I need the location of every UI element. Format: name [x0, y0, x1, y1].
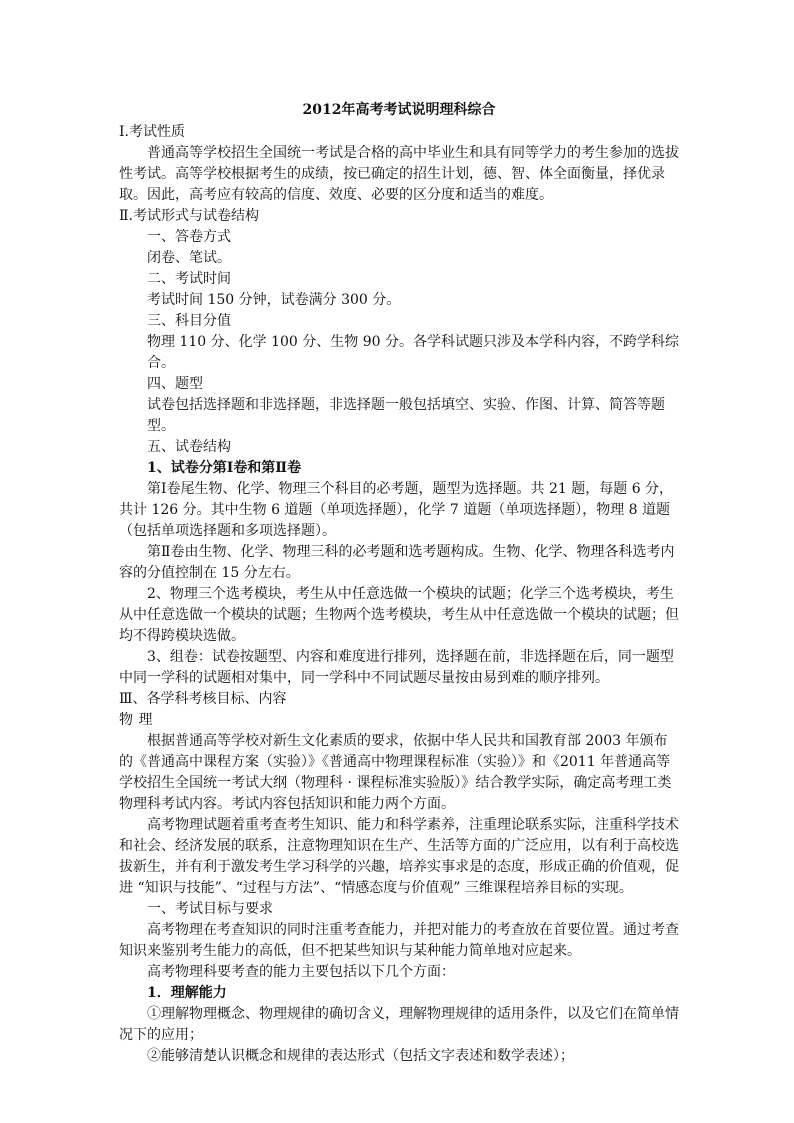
list-item: ②能够清楚认识概念和规律的表达形式（包括文字表述和数学表述）； [147, 1048, 574, 1064]
document-title: 2012年高考考试说明理科综合 [302, 102, 496, 118]
numbered-item: 2、物理三个选考模块，考生从中任意选做一个模块的试题；化学三个选考模块，考生从中任意选做一个模块的试题；生物两个选考模块，考生从中任意选做一个模块的试题；但均不得跨模块选做。 [119, 586, 679, 644]
paragraph: 高考物理在考查知识的同时注重考查能力，并把对能力的考查放在首要位置。通过考查知识来鉴别考生能力的高低，但不把某些知识与某种能力简单地对应起来。 [119, 922, 679, 959]
paragraph: 第Ⅰ卷尾生物、化学、物理三个科目的必考题，题型为选择题。共 21 题，每题 6 分，共计 126 分。其中生物 6 道题（单项选择题），化学 7 道题（单项选择题），物理 8 道题（包括单项选择题和多项选择题）。 [119, 481, 674, 539]
section-heading: Ⅰ.考试性质 [119, 124, 185, 140]
document-body [119, 100, 679, 1067]
paragraph: 根据普通高等学校对新生文化素质的要求，依据中华人民共和国教育部 2003 年颁布的《普通高中课程方案（实验）》《普通高中物理课程标准（实验）》和《2011 年普通高等学校招生全国统一考试大纲（物理科 · 课程标准实验版）》结合教学实际，确定高考理工类物理科考试内容。考试内容包括知识和能力两个方面。 [119, 733, 672, 812]
numbered-item: 3、组卷：试卷按题型、内容和难度进行排列，选择题在前，非选择题在后，同一题型中同一学科的试题相对集中，同一学科中不同试题尽量按由易到难的顺序排列。 [119, 649, 674, 686]
subheading: 一、考试目标与要求 [147, 901, 273, 917]
subheading: 一、答卷方式 [147, 229, 231, 245]
paragraph: 普通高等学校招生全国统一考试是合格的高中毕业生和具有同等学力的考生参加的选拔性考试。高等学校根据考生的成绩，按已确定的招生计划，德、智、体全面衡量，择优录取。因此，高考应有较高的信度、效度、必要的区分度和适当的难度。 [119, 145, 679, 203]
list-item: ①理解物理概念、物理规律的确切含义，理解物理规律的适用条件，以及它们在简单情况下的应用； [119, 1006, 679, 1043]
subheading: 二、考试时间 [147, 271, 231, 287]
numbered-item: 1．理解能力 [147, 985, 227, 1001]
subject-heading: 物 理 [119, 712, 153, 728]
paragraph: 物理 110 分、化学 100 分、生物 90 分。各学科试题只涉及本学科内容，不跨学科综合。 [147, 334, 679, 371]
paragraph: 第Ⅱ卷由生物、化学、物理三科的必考题和选考题构成。生物、化学、物理各科选考内容的分值控制在 15 分左右。 [119, 544, 675, 581]
numbered-item: 1、试卷分第Ⅰ卷和第Ⅱ卷 [147, 460, 302, 476]
section-heading: Ⅲ、各学科考核目标、内容 [119, 691, 287, 707]
section-heading: Ⅱ.考试形式与试卷结构 [119, 208, 259, 224]
paragraph: 考试时间 150 分钟，试卷满分 300 分。 [147, 292, 401, 308]
paragraph: 高考物理科要考查的能力主要包括以下几个方面： [147, 964, 455, 980]
paragraph: 试卷包括选择题和非选择题，非选择题一般包括填空、实验、作图、计算、简答等题型。 [147, 397, 665, 434]
paragraph: 闭卷、笔试。 [147, 250, 231, 266]
paragraph: 高考物理试题着重考查考生知识、能力和科学素养，注重理论联系实际，注重科学技术和社会、经济发展的联系，注意物理知识在生产、生活等方面的广泛应用，以有利于高校选拔新生，并有利于激发考生学习科学的兴趣，培养实事求是的态度，形成正确的价值观，促进 “知识与技能”、“过程与方法”、“情感态度与价值观” 三维课程培养目标的实现。 [119, 817, 679, 896]
subheading: 四、题型 [147, 376, 203, 392]
subheading: 五、试卷结构 [147, 439, 231, 455]
subheading: 三、科目分值 [147, 313, 231, 329]
